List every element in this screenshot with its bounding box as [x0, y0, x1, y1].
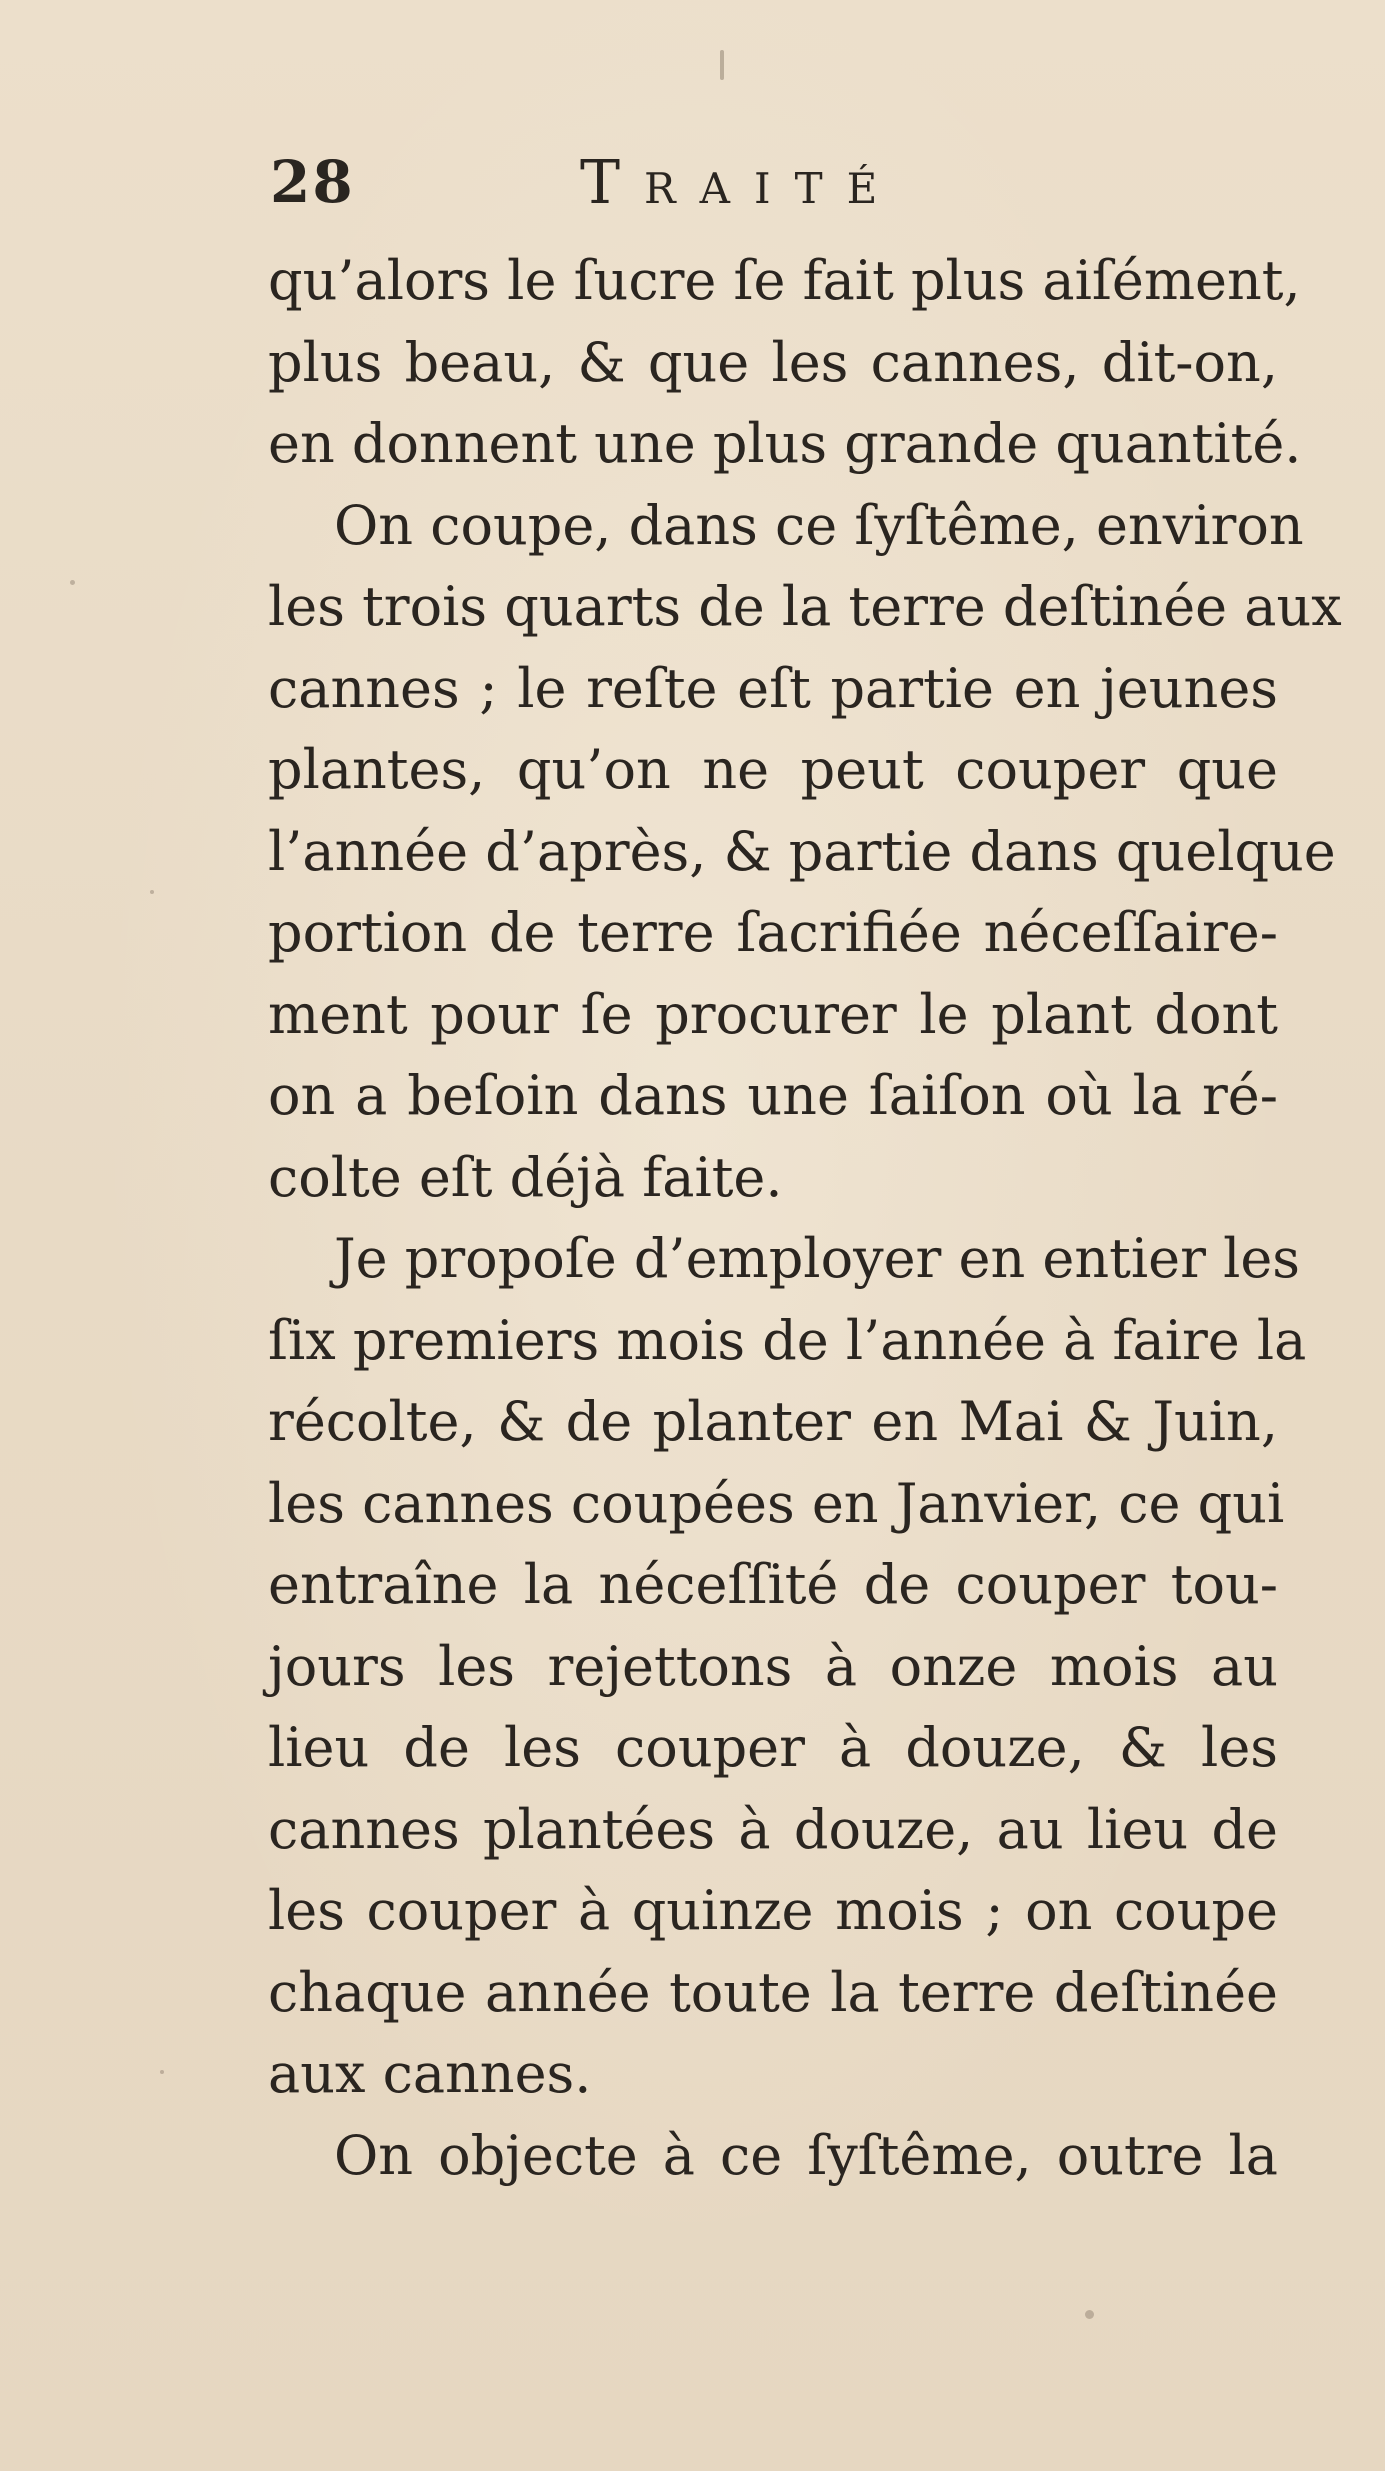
paper-speck	[1085, 2310, 1094, 2319]
text-line: ment pour ſe procurer le plant dont	[268, 982, 1278, 1046]
text-line: plus beau, & que les cannes, dit-on,	[268, 330, 1278, 394]
text-line: l’année d’après, & partie dans quelque	[268, 819, 1336, 883]
text-line: cannes plantées à douze, au lieu de	[268, 1797, 1278, 1861]
text-line: plantes, qu’on ne peut couper que	[268, 738, 1278, 801]
text-line: On objecte à ce ſyſtême, outre la	[334, 2123, 1278, 2187]
text-line: portion de terre ſacrifiée néceſſaire-	[268, 901, 1278, 964]
text-line: les couper à quinze mois ; on coupe	[268, 1879, 1278, 1942]
text-line: jours les rejettons à onze mois au	[268, 1634, 1278, 1698]
text-line: ſix premiers mois de l’année à faire la	[268, 1308, 1307, 1372]
text-line: colte eſt déjà faite.	[268, 1145, 783, 1209]
text-line: on a beſoin dans une ſaiſon où la ré-	[268, 1064, 1278, 1127]
text-line: Je propoſe d’employer en entier les	[334, 1227, 1301, 1290]
text-line: récolte, & de planter en Mai & Juin,	[268, 1390, 1278, 1453]
text-line: en donnent une plus grande quantité.	[268, 412, 1302, 475]
text-line: chaque année toute la terre deſtinée	[268, 1960, 1278, 2024]
running-title: Traité	[580, 148, 902, 218]
text-line: cannes ; le reſte eſt partie en jeunes	[268, 656, 1278, 720]
body-text	[268, 240, 1342, 2196]
ink-mark	[720, 50, 724, 80]
paper-speck	[70, 580, 75, 585]
paper-speck	[160, 2070, 164, 2074]
paper-speck	[150, 890, 154, 894]
text-line: qu’alors le ſucre ſe fait plus aiſément,	[268, 249, 1301, 312]
page-header	[270, 148, 1270, 228]
page-number: 28	[270, 148, 355, 216]
text-line: les cannes coupées en Janvier, ce qui	[268, 1471, 1285, 1535]
text-line: On coupe, dans ce ſyſtême, environ	[334, 493, 1304, 557]
text-line: les trois quarts de la terre deſtinée aux	[268, 575, 1342, 638]
text-line: lieu de les couper à douze, & les	[268, 1716, 1278, 1779]
text-line: aux cannes.	[268, 2042, 592, 2105]
text-line: entraîne la néceſſité de couper tou-	[268, 1553, 1278, 1616]
